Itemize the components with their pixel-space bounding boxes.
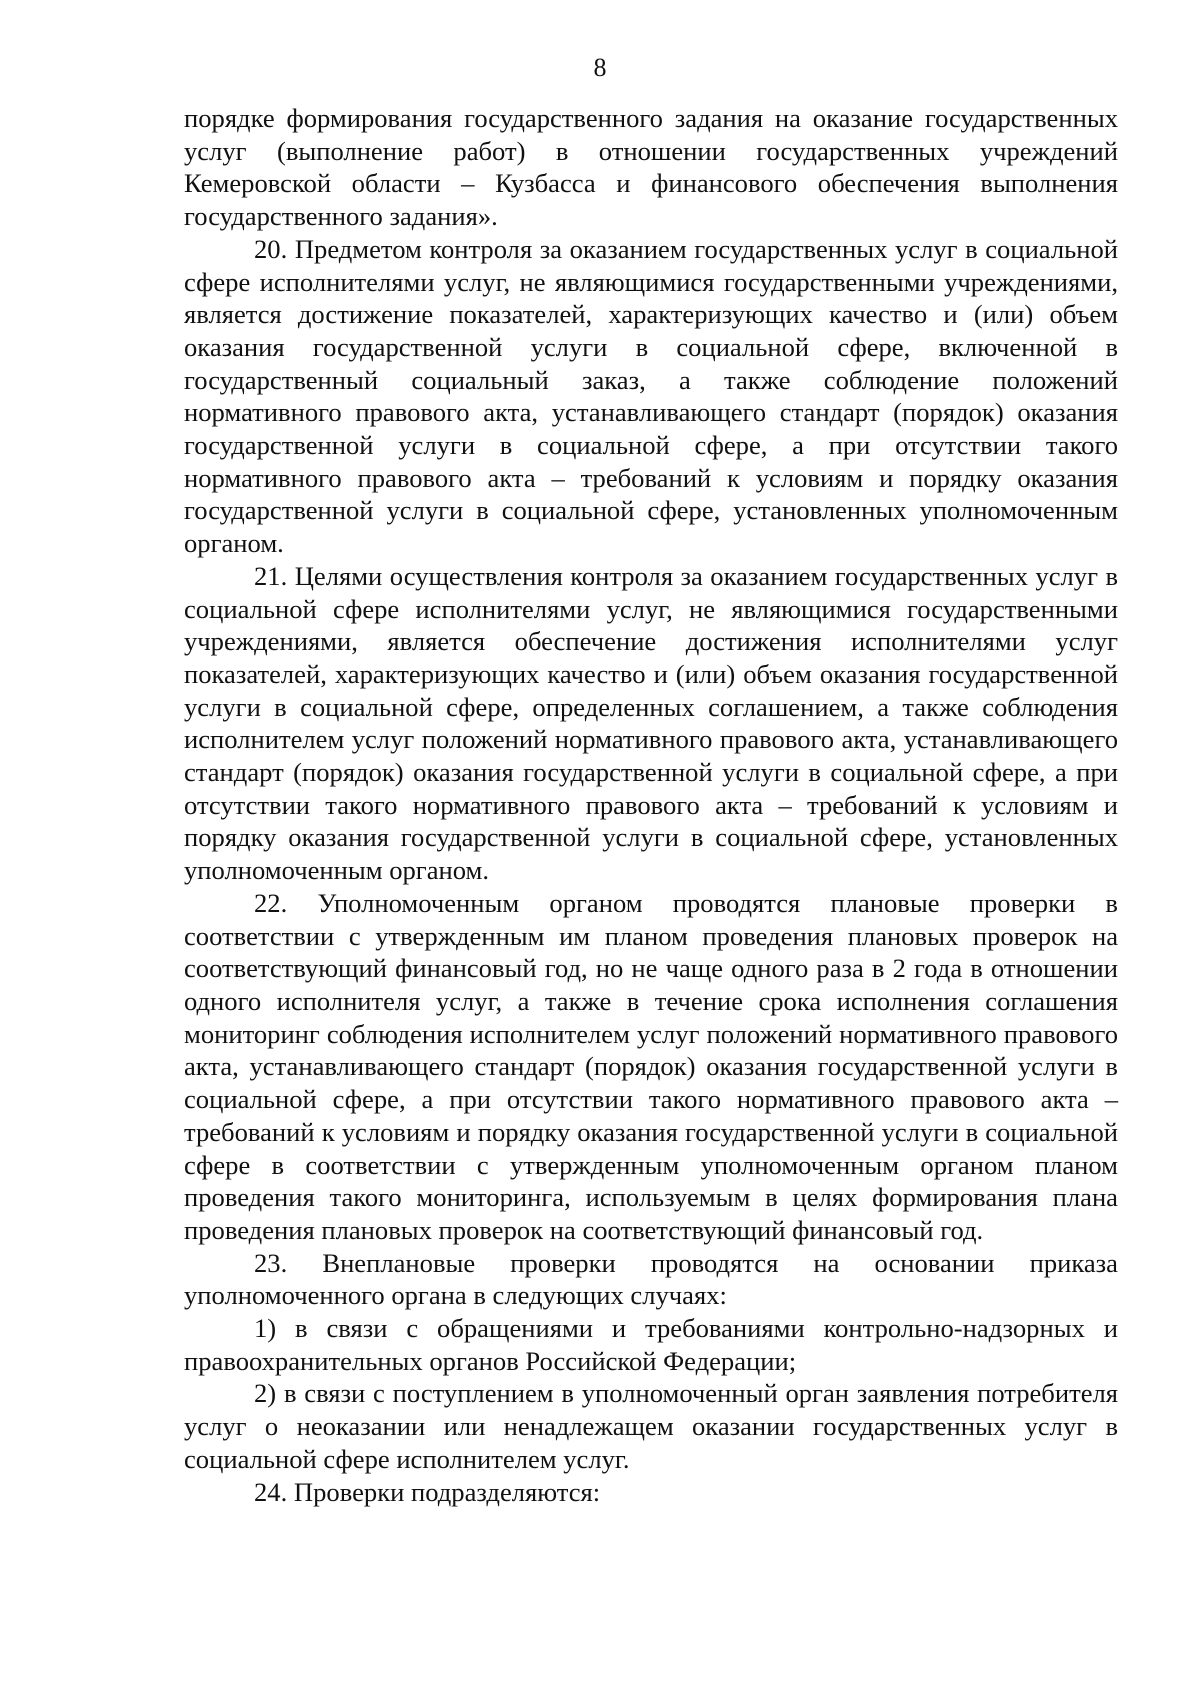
paragraph-23-item-1: 1) в связи с обращениями и требованиями контрольно-надзорных и правоохранительных органов Российской Федерации;: [184, 1313, 1118, 1376]
paragraph-24: 24. Проверки подразделяются:: [254, 1476, 601, 1507]
document-body: [184, 102, 1118, 1508]
paragraph-22: 22. Уполномоченным органом проводятся плановые проверки в соответствии с утвержденным им планом проведения плановых проверок на соответствующий финансовый год, но не чаще одного раза в 2 года в отношении одного исполнителя услуг, а также в течение срока исполнения соглашения мониторинг соблюдения исполнителем услуг положений нормативного правового акта, устанавливающего стандарт (порядок) оказания государственной услуги в социальной сфере, а при отсутствии такого нормативного правового акта – требований к условиям и порядку оказания государственной услуги в социальной сфере в соответствии с утвержденным уполномоченным органом планом проведения такого мониторинга, используемым в целях формирования плана проведения плановых проверок на соответствующий финансовый год.: [184, 887, 1118, 1245]
paragraph-23-item-2: 2) в связи с поступлением в уполномоченный орган заявления потребителя услуг о неоказании или ненадлежащем оказании государственных услуг в социальной сфере исполнителем услуг.: [184, 1378, 1118, 1474]
paragraph-21: 21. Целями осуществления контроля за оказанием государственных услуг в социальной сфере исполнителями услуг, не являющимися государственными учреждениями, является обеспечение достижения исполнителями услуг показателей, характеризующих качество и (или) объем оказания государственной услуги в социальной сфере, определенных соглашением, а также соблюдения исполнителем услуг положений нормативного правового акта, устанавливающего стандарт (порядок) оказания государственной услуги в социальной сфере, а при отсутствии такого нормативного правового акта – требований к условиям и порядку оказания государственной услуги в социальной сфере, установленных уполномоченным органом.: [184, 560, 1118, 886]
paragraph-20: 20. Предметом контроля за оказанием государственных услуг в социальной сфере исполнителями услуг, не являющимися государственными учреждениями, является достижение показателей, характеризующих качество и (или) объем оказания государственной услуги в социальной сфере, включенной в государственный социальный заказ, а также соблюдение положений нормативного правового акта, устанавливающего стандарт (порядок) оказания государственной услуги в социальной сфере, а при отсутствии такого нормативного правового акта – требований к условиям и порядку оказания государственной услуги в социальной сфере, установленных уполномоченным органом.: [184, 233, 1118, 559]
page-number: 8: [593, 53, 607, 82]
paragraph-continuation: порядке формирования государственного задания на оказание государственных услуг (выполнение работ) в отношении государственных учреждений Кемеровской области – Кузбасса и финансового обеспечения выполнения государственного задания».: [184, 103, 1118, 232]
paragraph-23: 23. Внеплановые проверки проводятся на основании приказа уполномоченного органа в следующих случаях:: [184, 1247, 1118, 1311]
